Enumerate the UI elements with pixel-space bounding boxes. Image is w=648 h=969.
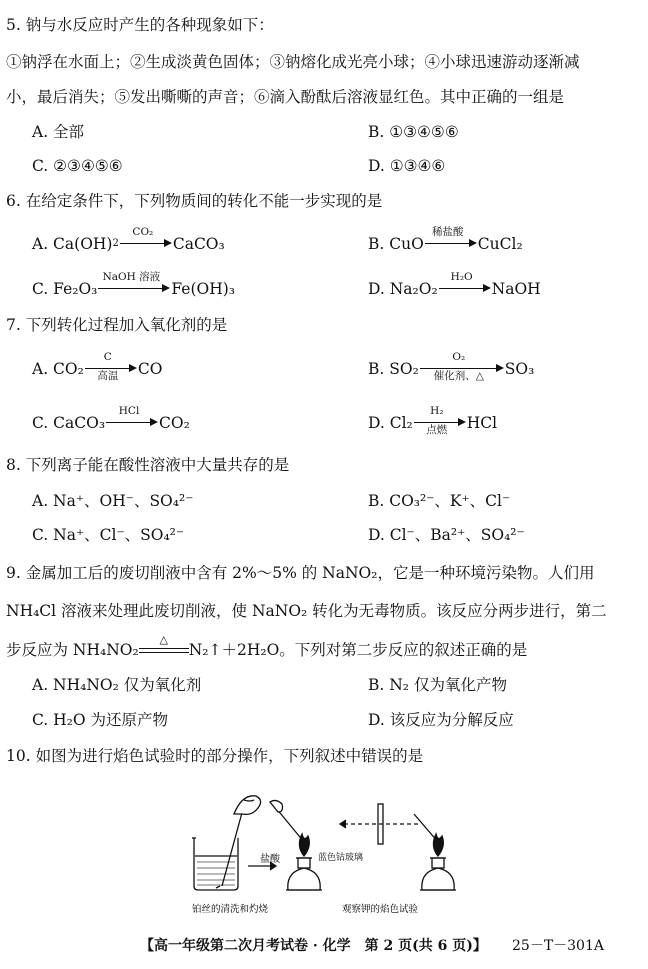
q5-option-c: C. ②③④⑤⑥	[32, 157, 123, 175]
q7-c-product: CO₂	[159, 414, 190, 432]
q8-option-b: B. CO₃²⁻、K⁺、Cl⁻	[368, 492, 511, 510]
q6-c-reactant: C. Fe₂O₃	[32, 280, 98, 298]
reaction-arrow	[414, 405, 466, 436]
q5-stem-line3: 小，最后消失；⑤发出嘶嘶的声音；⑥滴入酚酞后溶液显红色。其中正确的一组是	[6, 88, 565, 106]
fig-label-acid: 盐酸	[260, 854, 280, 865]
q9-stem-line2: NH₄Cl 溶液来处理此废切削液，使 NaNO₂ 转化为无毒物质。该反应分两步进行，第二	[6, 602, 607, 620]
q7-b-condition-top: O₂	[452, 351, 466, 363]
reaction-arrow	[420, 351, 504, 382]
q6-b-condition: 稀盐酸	[432, 226, 464, 238]
q7-option-b	[368, 351, 535, 382]
q5-option-d: D. ①③④⑥	[368, 157, 446, 175]
q8-option-c: C. Na⁺、Cl⁻、SO₄²⁻	[32, 526, 185, 544]
reaction-arrow	[439, 271, 491, 301]
q7-option-c	[32, 405, 190, 435]
flame-test-figure	[186, 790, 466, 918]
q7-a-condition-top: C	[103, 351, 112, 363]
q6-d-reactant: D. Na₂O₂	[368, 280, 438, 298]
q8-option-a: A. Na⁺、OH⁻、SO₄²⁻	[32, 492, 194, 510]
fig-label-glass: 蓝色钴玻璃	[318, 853, 364, 863]
q7-b-condition-bottom: 催化剂、△	[433, 370, 484, 382]
q9-option-a: A. NH₄NO₂ 仅为氧化剂	[32, 676, 202, 694]
q9-stem-line3	[6, 633, 528, 662]
reaction-arrow	[120, 226, 172, 256]
q9-option-b: B. N₂ 仅为氧化产物	[368, 676, 507, 694]
q5-option-b: B. ①③④⑤⑥	[368, 123, 459, 141]
q7-option-d	[368, 405, 498, 436]
q7-option-a	[32, 351, 163, 382]
q6-option-b	[368, 226, 523, 256]
flame-test-illustration	[186, 790, 466, 918]
q6-a-reactant: A. Ca(OH)	[32, 235, 113, 253]
fig-caption-left: 铂丝的清洗和灼烧	[192, 904, 269, 915]
q6-stem: 6. 在给定条件下，下列物质间的转化不能一步实现的是	[6, 192, 383, 210]
q8-option-d: D. Cl⁻、Ba²⁺、SO₄²⁻	[368, 526, 525, 544]
q6-c-condition: NaOH 溶液	[102, 271, 161, 283]
q7-d-product: HCl	[466, 414, 498, 432]
q7-b-product: SO₃	[504, 360, 535, 378]
fig-caption-right: 观察钾的焰色试验	[342, 904, 419, 915]
q5-option-a: A. 全部	[32, 123, 85, 141]
q7-c-condition-top: HCl	[118, 405, 140, 417]
q7-d-condition-bottom: 点燃	[426, 424, 448, 436]
q6-option-a: A. Ca(OH) 2 CO₂ CaCO₃	[32, 232, 225, 256]
q5-stem-line1: 5. 钠与水反应时产生的各种现象如下：	[6, 16, 274, 34]
q6-c-product: Fe(OH)₃	[171, 280, 236, 298]
q7-a-product: CO	[137, 360, 163, 378]
q6-d-product: NaOH	[491, 280, 541, 298]
q9-reactant: 步反应为 NH₄NO₂	[6, 641, 139, 659]
q10-stem: 10. 如图为进行焰色试验时的部分操作，下列叙述中错误的是	[6, 747, 424, 765]
q8-stem: 8. 下列离子能在酸性溶液中大量共存的是	[6, 456, 290, 474]
reaction-arrow	[425, 226, 477, 256]
reaction-arrow	[85, 351, 137, 382]
q9-option-c: C. H₂O 为还原产物	[32, 711, 169, 729]
q9-condition: △	[159, 633, 168, 646]
q7-c-reactant: C. CaCO₃	[32, 414, 106, 432]
q9-option-d: D. 该反应为分解反应	[368, 711, 514, 729]
q7-d-condition-top: H₂	[430, 405, 444, 417]
q7-d-reactant: D. Cl₂	[368, 414, 413, 432]
q9-stem-line1: 9. 金属加工后的废切削液中含有 2%～5% 的 NaNO₂，它是一种环境污染物。人们用	[6, 564, 595, 582]
q6-b-reactant: B. CuO	[368, 235, 424, 253]
reaction-arrow	[98, 271, 170, 301]
q7-stem: 7. 下列转化过程加入氧化剂的是	[6, 316, 228, 334]
q7-b-reactant: B. SO₂	[368, 360, 419, 378]
page-footer-title: 【高一年级第二次月考试卷 · 化学 第 2 页(共 6 页)】	[140, 938, 487, 954]
q6-a-condition: CO₂	[132, 226, 154, 238]
q5-stem-line2: ①钠浮在水面上；②生成淡黄色固体；③钠熔化成光亮小球；④小球迅速游动逐渐减	[6, 53, 580, 71]
q7-a-condition-bottom: 高温	[97, 370, 119, 382]
q6-b-product: CuCl₂	[477, 235, 523, 253]
equilibrium-sign	[139, 633, 189, 662]
reaction-arrow	[106, 405, 158, 435]
q6-option-c	[32, 271, 236, 301]
q6-d-condition: H₂O	[450, 271, 473, 283]
q7-a-reactant: A. CO₂	[32, 360, 84, 378]
q6-a-product: CaCO₃	[172, 235, 225, 253]
q6-option-d	[368, 271, 541, 301]
page-footer-code: 25－T－301A	[512, 938, 604, 954]
q9-products: N₂↑＋2H₂O。下列对第二步反应的叙述正确的是	[188, 641, 528, 659]
